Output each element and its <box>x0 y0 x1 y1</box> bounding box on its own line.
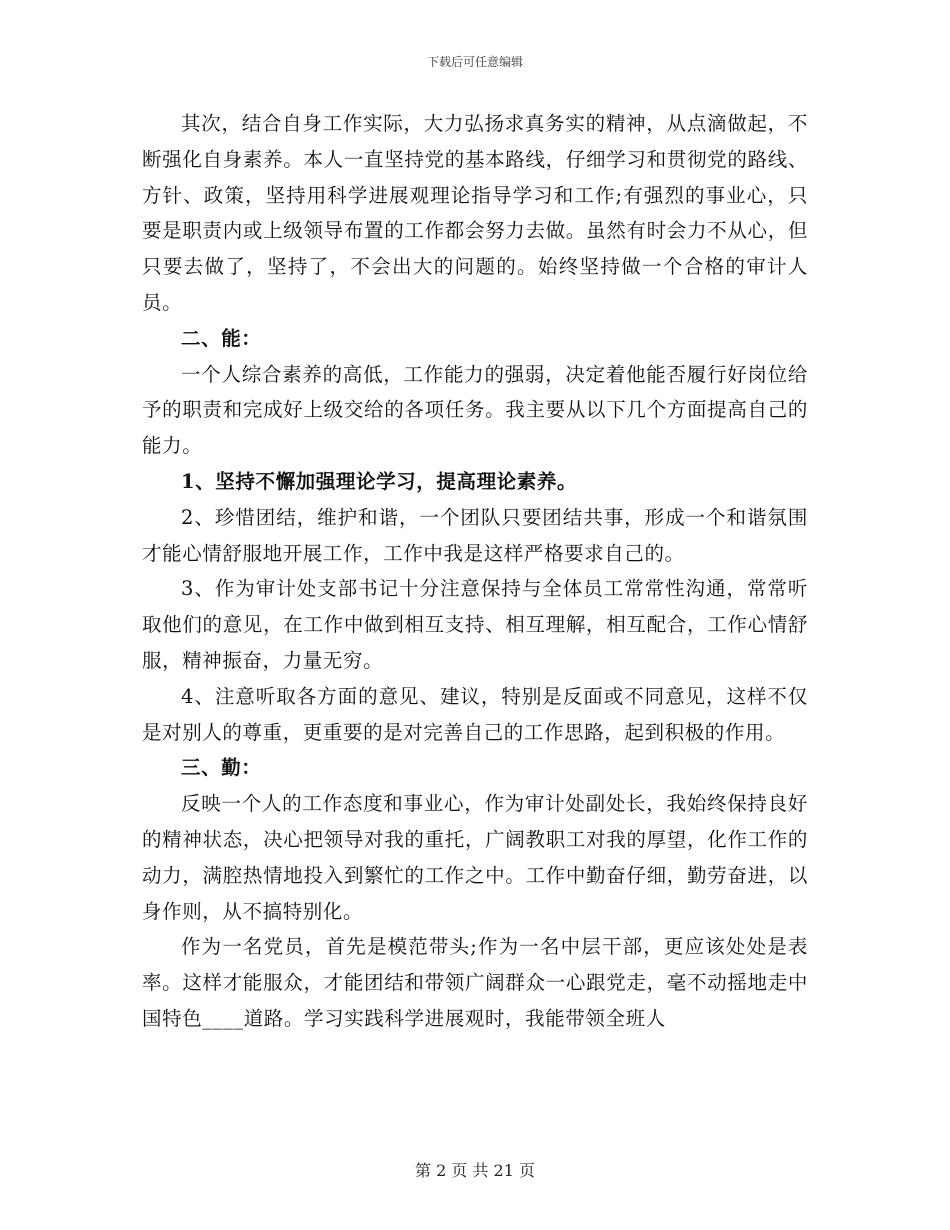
document-body <box>142 106 808 1037</box>
paragraph: 作为一名党员，首先是模范带头;作为一名中层干部，更应该处处是表率。这样才能服众，才能团结和带领广阔群众一心跟党走，毫不动摇地走中国特色____道路。学习实践科学进展观时，我能带领全班人 <box>142 935 808 1030</box>
section-heading: 二、能： <box>181 326 262 350</box>
bold-list-item: 1、坚持不懈加强理论学习，提高理论素养。 <box>181 469 578 493</box>
paragraph: 其次，结合自身工作实际，大力弘扬求真务实的精神，从点滴做起，不断强化自身素养。本人一直坚持党的基本路线，仔细学习和贯彻党的路线、方针、政策，坚持用科学进展观理论指导学习和工作;有强烈的事业心，只要是职责内或上级领导布置的工作都会努力去做。虽然有时会力不从心，但只要去做了，坚持了，不会出大的问题的。始终坚持做一个合格的审计人员。 <box>142 112 808 314</box>
list-item: 2、珍惜团结，维护和谐，一个团队只要团结共事，形成一个和谐氛围才能心情舒服地开展工作，工作中我是这样严格要求自己的。 <box>142 505 808 565</box>
paragraph: 反映一个人的工作态度和事业心，作为审计处副处长，我始终保持良好的精神状态，决心把领导对我的重托，广阔教职工对我的厚望，化作工作的动力，满腔热情地投入到繁忙的工作之中。工作中勤奋仔细，勤劳奋进，以身作则，从不搞特别化。 <box>142 792 808 923</box>
page-header: 下载后可任意编辑 <box>426 55 523 69</box>
list-item: 4、注意听取各方面的意见、建议，特别是反面或不同意见，这样不仅是对别人的尊重，更重要的是对完善自己的工作思路，起到积极的作用。 <box>142 684 808 744</box>
list-item: 3、作为审计处支部书记十分注意保持与全体员工常常性沟通，常常听取他们的意见，在工作中做到相互支持、相互理解，相互配合，工作心情舒服，精神振奋，力量无穷。 <box>142 577 808 672</box>
page-footer: 第 2 页 共 21 页 <box>415 1161 535 1180</box>
paragraph: 一个人综合素养的高低，工作能力的强弱，决定着他能否履行好岗位给予的职责和完成好上级交给的各项任务。我主要从以下几个方面提高自己的能力。 <box>142 362 808 458</box>
section-heading: 三、勤： <box>181 756 262 780</box>
